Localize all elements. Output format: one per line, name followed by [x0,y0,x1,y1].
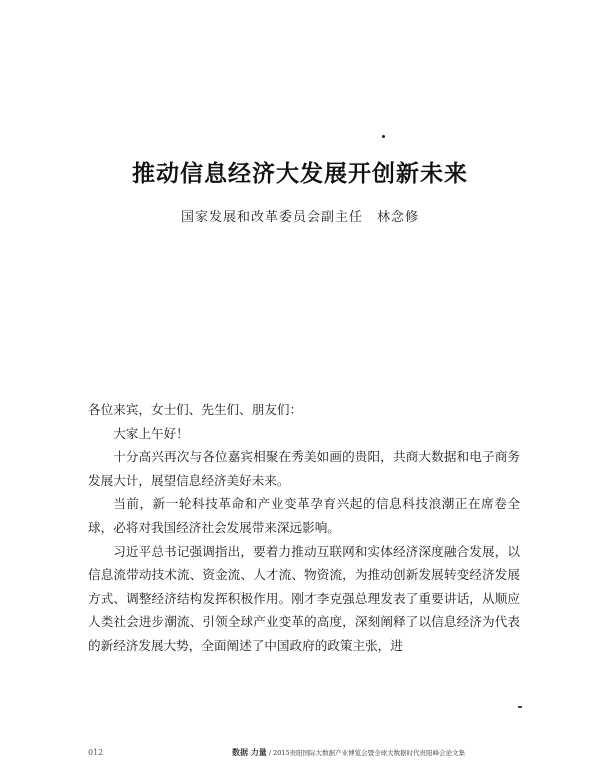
body-paragraph: 习近平总书记强调指出，要着力推动互联网和实体经济深度融合发展，以信息流带动技术流、资金流、人才流、物资流，为推动创新发展转变经济发展方式、调整经济结构发挥积极作用。刚才李克强总理发表了重要讲话，从顺应人类社会进步潮流、引领全球产业变革的高度，深刻阐释了以信息经济为代表的新经济发展大势，全面阐述了中国政府的政策主张，进 [88,543,520,653]
scan-speck [382,135,385,138]
page-number: 012 [88,748,104,757]
running-head-text: / 2015贵阳国际大数据产业博览会暨全球大数据时代贵阳峰会论文集 [266,749,466,757]
page-footer [0,744,600,758]
greeting-paragraph: 大家上午好！ [113,425,189,441]
body-paragraph: 当前，新一轮科技革命和产业变革孕育兴起的信息科技浪潮正在席卷全球，必将对我国经济社会发展带来深远影响。 [88,496,520,535]
salutation-paragraph: 各位来宾，女士们、先生们、朋友们： [88,402,303,417]
running-head [232,747,465,758]
article-title: 推动信息经济大发展开创新未来 [132,160,468,187]
body-paragraph: 十分高兴再次与各位嘉宾相聚在秀美如画的贵阳，共商大数据和电子商务发展大计，展望信息经济美好未来。 [88,449,520,488]
scan-speck [518,706,522,708]
author-line: 国家发展和改革委员会副主任 林念修 [180,210,419,225]
running-head-brand: 数据 力量 [232,747,267,757]
article-body [88,398,520,658]
